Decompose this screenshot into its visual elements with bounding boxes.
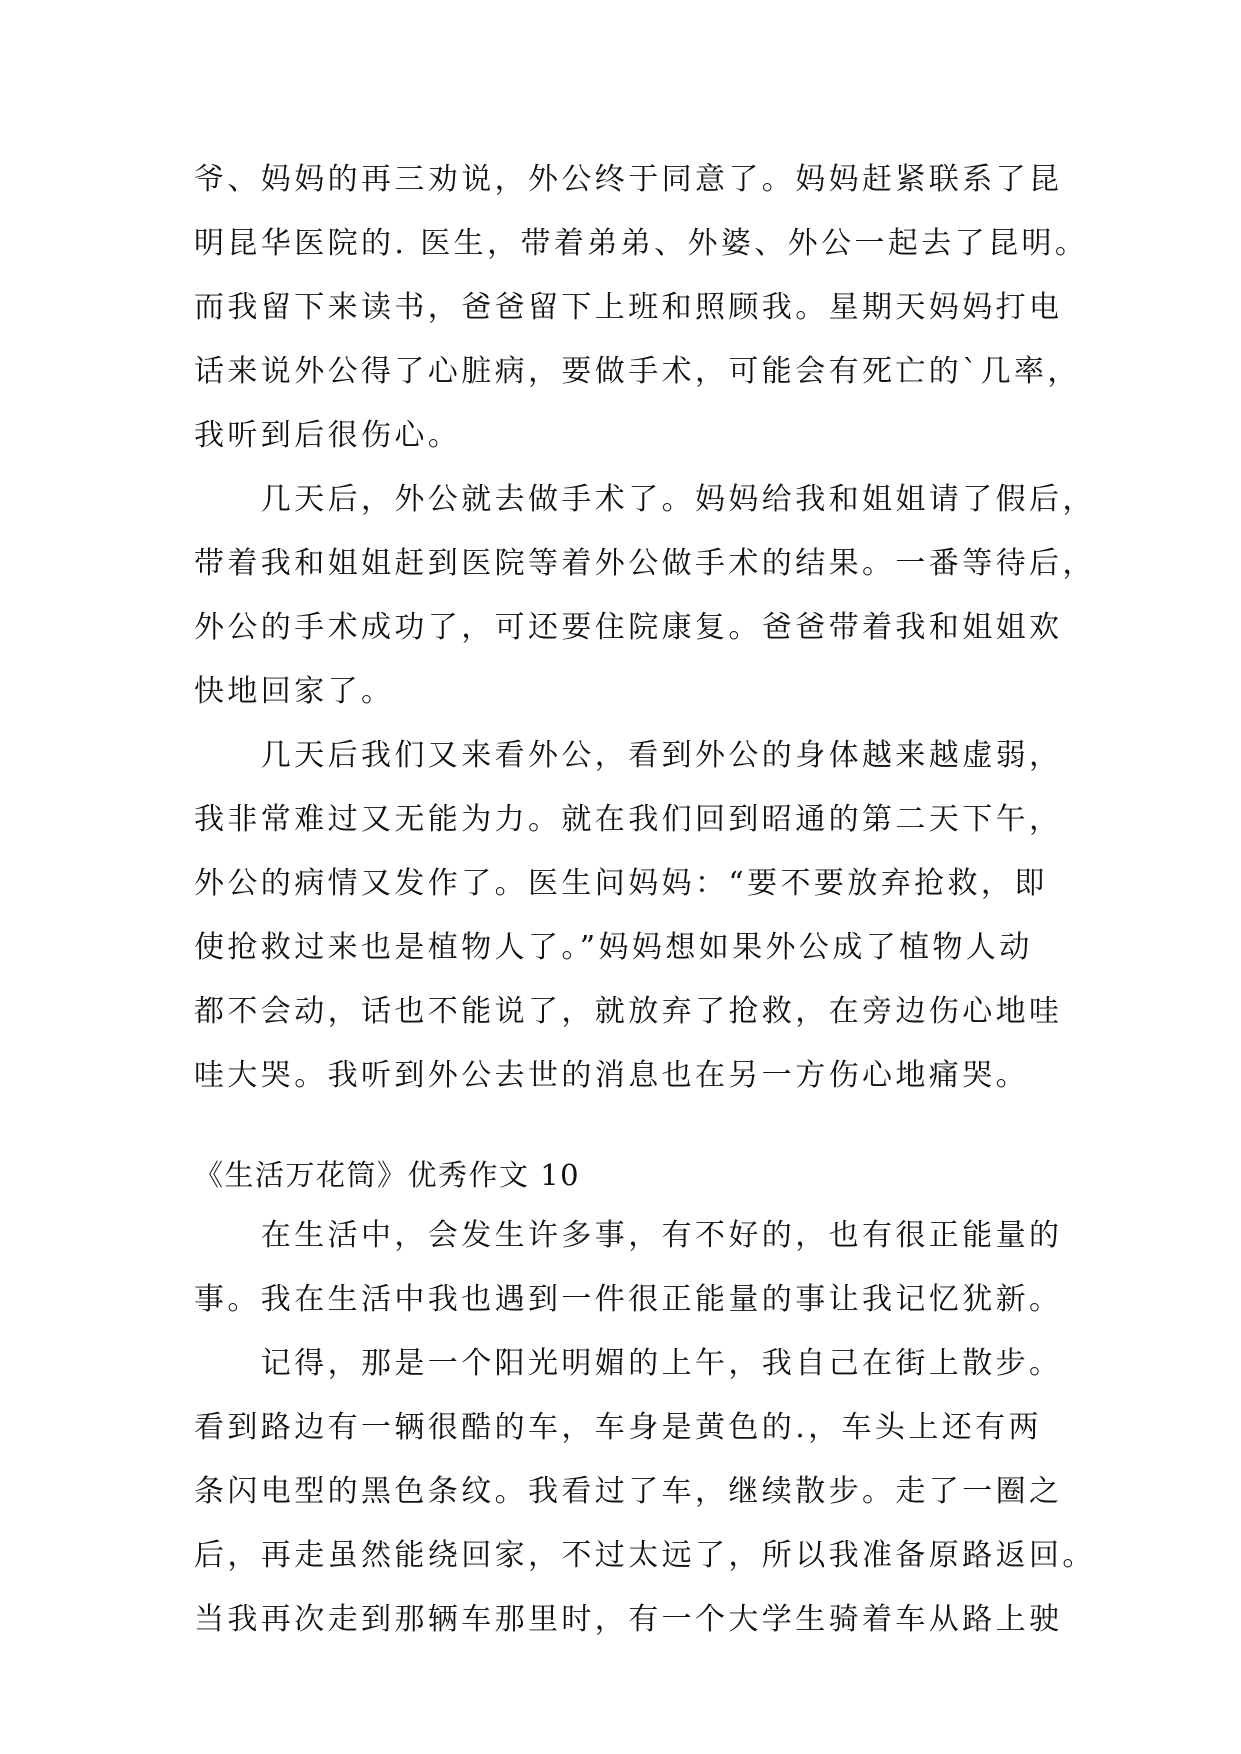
text-line: 快地回家了。 xyxy=(194,674,395,709)
text-line: 外公的手术成功了，可还要住院康复。爸爸带着我和姐姐欢 xyxy=(194,610,1063,645)
text-line: 使抢救过来也是植物人了。”妈妈想如果外公成了植物人动 xyxy=(194,930,1033,965)
text-line: 当我再次走到那辆车那里时，有一个大学生骑着车从路上驶 xyxy=(194,1602,1063,1637)
text-line: 几天后，外公就去做手术了。妈妈给我和姐姐请了假后， xyxy=(194,482,1096,517)
text-line: 事。我在生活中我也遇到一件很正能量的事让我记忆犹新。 xyxy=(194,1282,1063,1317)
text-line: 我听到后很伤心。 xyxy=(194,418,462,453)
text-line: 几天后我们又来看外公，看到外公的身体越来越虚弱， xyxy=(194,738,1063,773)
text-line: 记得，那是一个阳光明媚的上午，我自己在街上散步。 xyxy=(194,1346,1063,1381)
text-line: 外公的病情又发作了。医生问妈妈：“要不要放弃抢救，即 xyxy=(194,866,1048,901)
text-line: 带着我和姐姐赶到医院等着外公做手术的结果。一番等待后， xyxy=(194,546,1096,581)
text-line: 爷、妈妈的再三劝说，外公终于同意了。妈妈赶紧联系了昆 xyxy=(194,162,1063,197)
text-line: 而我留下来读书，爸爸留下上班和照顾我。星期天妈妈打电 xyxy=(194,290,1063,325)
text-line: 条闪电型的黑色条纹。我看过了车，继续散步。走了一圈之 xyxy=(194,1474,1063,1509)
text-line: 我非常难过又无能为力。就在我们回到昭通的第二天下午， xyxy=(194,802,1063,837)
text-line: 哇大哭。我听到外公去世的消息也在另一方伤心地痛哭。 xyxy=(194,1058,1029,1093)
essay-heading: 《生活万花筒》优秀作文 10 xyxy=(194,1158,581,1192)
text-line: 都不会动，话也不能说了，就放弃了抢救，在旁边伤心地哇 xyxy=(194,994,1063,1029)
text-line: 明昆华医院的. 医生，带着弟弟、外婆、外公一起去了昆明。 xyxy=(194,226,1089,261)
text-line: 看到路边有一辆很酷的车，车身是黄色的.，车头上还有两 xyxy=(194,1410,1042,1445)
text-line: 在生活中，会发生许多事，有不好的，也有很正能量的 xyxy=(194,1218,1063,1253)
text-line: 后，再走虽然能绕回家，不过太远了，所以我准备原路返回。 xyxy=(194,1538,1096,1573)
text-line: 话来说外公得了心脏病，要做手术，可能会有死亡的`几率， xyxy=(194,354,1081,389)
